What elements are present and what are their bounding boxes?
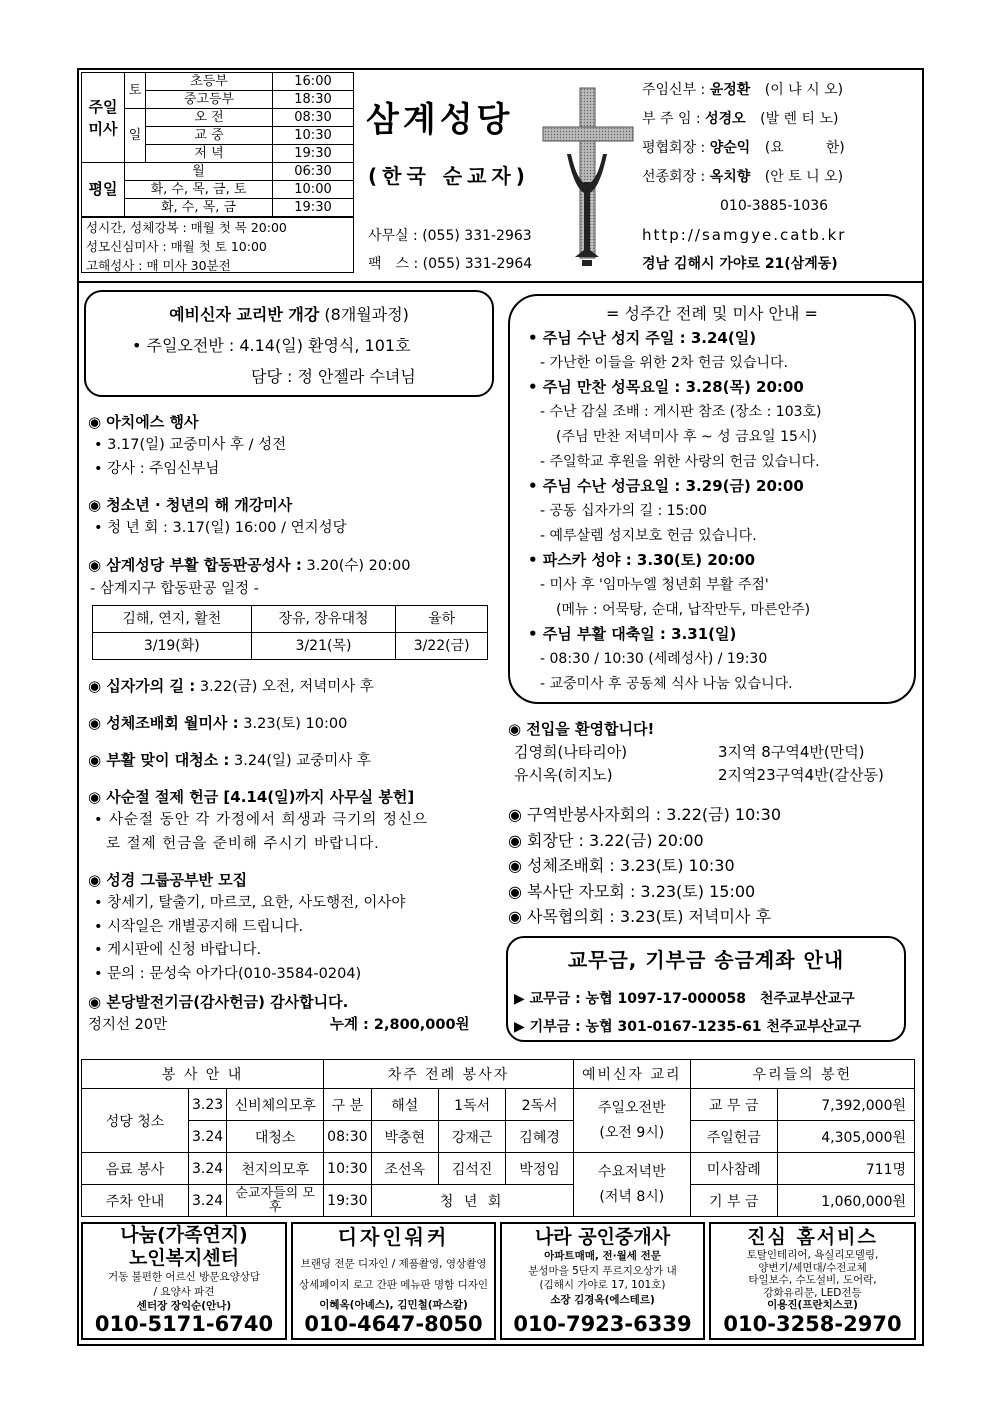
church-address: 경남 김해시 가야로 21(삼계동) <box>642 256 838 272</box>
holy-week-line: - 미사 후 '임마누엘 청년회 부활 주점' <box>540 577 769 594</box>
catechumen-line: • 주일오전반 : 4.14(일) 환영식, 101호 <box>132 336 411 355</box>
table-cell: 순교자들의 모후 <box>227 1185 324 1217</box>
ad-desc: 거동 불편한 어르신 방문요양상담 <box>107 1271 260 1283</box>
table-cell: 4,305,000원 <box>777 1121 914 1153</box>
ad-phone: 010-5171-6740 <box>94 1312 274 1336</box>
ad-desc: 소장 김경옥(에스테르) <box>550 1293 655 1306</box>
welcome-section <box>508 718 918 787</box>
ad-desc: 이혜옥(아녜스), 김민철(파스칼) <box>319 1299 468 1311</box>
holy-week-line: - 가난한 이들을 위한 2차 헌금 있습니다. <box>540 354 788 371</box>
ad-desc: 타일보수, 수도설비, 도어락, <box>748 1274 877 1286</box>
table-cell: 1,060,000원 <box>777 1185 914 1217</box>
stations-line: ◉ 십자가의 길 : 3.22(금) 오전, 저녁미사 후 <box>88 677 374 695</box>
table-cell: 1독서 <box>438 1089 505 1121</box>
note: 성시간, 성체강복 : 매월 첫 목 20:00 <box>86 220 287 235</box>
table-cell: 신비체의모후 <box>227 1089 324 1121</box>
list-item: ◉ 회장단 : 3.22(금) 20:00 <box>508 830 704 850</box>
holy-week-line: - 주일학교 후원을 위한 사랑의 헌금 있습니다. <box>540 453 820 470</box>
meetings-list <box>508 802 918 930</box>
confession-table <box>92 605 488 660</box>
table-header: 차주 전례 봉사자 <box>324 1060 574 1089</box>
table-cell: 김혜경 <box>506 1121 573 1153</box>
ad-desc: 강화유리문, LED전등 <box>763 1286 862 1299</box>
ad-desc: 센터장 장익순(안나) <box>136 1300 232 1312</box>
ad-desc: 토탈인테리어, 욕실리모델링, <box>746 1249 879 1261</box>
holy-week-line: • 주님 수난 성금요일 : 3.29(금) 20:00 <box>528 477 804 496</box>
table-header: 예비신자 교리 <box>573 1060 690 1089</box>
adoration-line: ◉ 성체조배회 월미사 : 3.23(토) 10:00 <box>88 714 348 732</box>
schedule-notes <box>81 217 354 273</box>
ad-box <box>81 1222 287 1340</box>
table-cell: 미사참례 <box>690 1153 777 1185</box>
ad-desc: 상세페이지 로고 간판 메뉴판 명함 디자인 <box>298 1278 489 1291</box>
holy-week-line: - 공동 십자가의 길 : 15:00 <box>540 502 708 519</box>
table-cell: 3.24 <box>189 1185 227 1217</box>
table-cell: 711명 <box>777 1153 914 1185</box>
table-cell: 조선옥 <box>371 1153 438 1185</box>
table-header: 봉 사 안 내 <box>82 1060 324 1089</box>
left-column <box>88 410 498 1038</box>
catechumen-teacher: 담당 : 정 안젤라 수녀님 <box>251 367 416 386</box>
list-item: 로 절제 헌금을 준비해 주시기 바랍니다. <box>106 835 380 852</box>
table-cell: 대청소 <box>227 1121 324 1153</box>
holy-week-line: - 수난 감실 조배 : 게시판 참조 (장소 : 103호) <box>540 404 822 421</box>
ad-title: 디자인워커 <box>337 1225 450 1249</box>
table-cell: 10:30 <box>324 1153 371 1185</box>
table-cell: 주일오전반 (오전 9시) <box>573 1089 690 1153</box>
table-cell: 08:30 <box>324 1121 371 1153</box>
section-heading: ◉ 전입을 환영합니다! <box>508 720 655 738</box>
sched-name: 화, 수, 목, 금, 토 <box>125 181 273 199</box>
table-cell: 주차 안내 <box>82 1185 189 1217</box>
sched-name: 저 녁 <box>146 145 273 163</box>
sun-label: 일 <box>125 109 146 163</box>
table-cell: 3/19(화) <box>93 633 252 660</box>
list-item: ◉ 구역반봉사자회의 : 3.22(금) 10:30 <box>508 805 782 824</box>
sched-name: 초등부 <box>146 73 273 91</box>
ad-desc: / 요양사 파견 <box>153 1285 215 1298</box>
table-cell: 3/21(목) <box>251 633 396 660</box>
holy-week-line: • 주님 수난 성지 주일 : 3.24(일) <box>528 329 757 347</box>
sched-time: 18:30 <box>273 91 354 109</box>
sched-name: 중고등부 <box>146 91 273 109</box>
table-cell: 주일헌금 <box>690 1121 777 1153</box>
sched-time: 16:00 <box>273 73 354 91</box>
confession-sub: - 삼계지구 합동판공 일정 - <box>90 580 259 597</box>
holy-week-line: - 예루살렘 성지보호 헌금 있습니다. <box>540 527 757 544</box>
holy-week-title: = 성주간 전례 및 미사 안내 = <box>606 304 818 323</box>
weekday-label: 평일 <box>82 163 125 217</box>
holy-week-line: (메뉴 : 어묵탕, 순대, 납작만두, 마른안주) <box>556 601 811 618</box>
table-cell: 김석진 <box>438 1153 505 1185</box>
ad-box <box>291 1222 496 1340</box>
table-cell: 교 무 금 <box>690 1089 777 1121</box>
table-cell: 박충현 <box>371 1121 438 1153</box>
catechumen-title: 예비신자 교리반 개강 (8개월과정) <box>169 305 409 324</box>
table-cell: 성당 청소 <box>82 1089 189 1153</box>
list-item: 유시옥(히지노) 2지역23구역4반(갈산동) <box>514 766 884 784</box>
ad-desc: 아파트매매, 전·월세 전문 <box>544 1250 661 1262</box>
header-divider <box>79 281 922 283</box>
section-heading: ◉ 청소년 · 청년의 해 개강미사 <box>88 496 293 514</box>
ad-phone: 010-3258-2970 <box>723 1312 902 1336</box>
list-item: • 청 년 회 : 3.17(일) 16:00 / 연지성당 <box>88 517 498 541</box>
holy-week-line: • 주님 만찬 성목요일 : 3.28(목) 20:00 <box>528 378 804 397</box>
ad-desc: 브랜딩 전문 디자인 / 제품촬영, 영상촬영 <box>300 1258 487 1270</box>
mass-schedule-table <box>81 72 354 217</box>
staff-row: 주임신부 : 윤정환 (이 냐 시 오) <box>642 82 844 98</box>
table-header: 우리들의 봉헌 <box>690 1060 914 1089</box>
account-row: ▶ 교무금 : 농협 1097-17-000058 천주교부산교구 <box>514 991 855 1007</box>
donation-row: 정지선 20만 누계 : 2,800,000원 <box>88 1017 470 1033</box>
sched-name: 교 중 <box>146 127 273 145</box>
table-cell: 3.24 <box>189 1153 227 1185</box>
table-cell: 3.24 <box>189 1121 227 1153</box>
account-box <box>506 936 906 1042</box>
cross-logo-icon <box>535 82 640 267</box>
list-item: • 강사 : 주임신부님 <box>88 458 498 482</box>
ad-title: 노인복지센터 <box>128 1247 240 1269</box>
list-item: 김영희(나타리아) 3지역 8구역4반(만덕) <box>514 743 865 761</box>
ad-title: 진심 홈서비스 <box>747 1226 878 1248</box>
holy-week-line: • 파스카 성야 : 3.30(토) 20:00 <box>528 551 756 570</box>
list-item: • 문의 : 문성숙 아가다(010-3584-0204) <box>88 963 498 987</box>
list-item: ◉ 성체조배회 : 3.23(토) 10:30 <box>508 856 735 875</box>
sunday-mass-label: 주일 미사 <box>82 73 125 163</box>
sched-time: 10:00 <box>273 181 354 199</box>
sched-time: 10:30 <box>273 127 354 145</box>
ad-desc: (김해시 가야로 17, 101호) <box>539 1279 666 1291</box>
list-item: • 시작일은 개별공지해 드립니다. <box>88 916 498 940</box>
list-item: • 창세기, 탈출기, 마르코, 요한, 사도행전, 이사야 <box>88 892 498 916</box>
fax-number: 팩 스 : (055) 331-2964 <box>368 256 533 272</box>
table-cell: 기 부 금 <box>690 1185 777 1217</box>
ad-phone: 010-7923-6339 <box>513 1312 692 1336</box>
table-cell: 장유, 장유대청 <box>251 606 396 633</box>
staff-row: 선종회장 : 옥치향 (안 토 니 오) <box>642 169 844 185</box>
staff-info <box>642 76 922 279</box>
sched-name: 월 <box>125 163 273 181</box>
table-cell: 김해, 연지, 활천 <box>93 606 252 633</box>
catechumen-box <box>84 290 494 397</box>
section-heading: ◉ 본당발전기금(감사헌금) 감사합니다. <box>88 993 349 1011</box>
website-url[interactable]: http://samgye.catb.kr <box>642 226 847 244</box>
sched-name: 화, 수, 목, 금 <box>125 199 273 217</box>
table-cell: 음료 봉사 <box>82 1153 189 1185</box>
ad-desc: 이용진(프란치스코) <box>767 1299 858 1311</box>
ad-desc: 양변기/세면대/수전교체 <box>758 1261 867 1274</box>
holy-week-line: - 08:30 / 10:30 (세례성사) / 19:30 <box>540 651 768 668</box>
church-title: 삼계성당 <box>366 100 514 140</box>
holy-week-line: - 교중미사 후 공동체 식사 나눔 있습니다. <box>540 675 793 692</box>
table-cell: 2독서 <box>506 1089 573 1121</box>
table-cell: 청 년 회 <box>371 1185 573 1217</box>
confession-heading: ◉ 삼계성당 부활 합동판공성사 : 3.20(수) 20:00 <box>88 555 411 574</box>
sched-time: 06:30 <box>273 163 354 181</box>
section-heading: ◉ 성경 그룹공부반 모집 <box>88 871 248 889</box>
ad-box <box>709 1222 916 1340</box>
table-cell: 해설 <box>371 1089 438 1121</box>
office-phone: 사무실 : (055) 331-2963 <box>368 228 532 244</box>
sat-label: 토 <box>125 73 146 109</box>
section-heading: ◉ 아치에스 행사 <box>88 413 199 431</box>
contact-phone: 010-3885-1036 <box>720 198 829 214</box>
holy-week-line: • 주님 부활 대축일 : 3.31(일) <box>528 625 737 644</box>
account-row: ▶ 기부금 : 농협 301-0167-1235-61 천주교부산교구 <box>514 1019 862 1035</box>
ad-desc: 분성마을 5단지 푸르지오상가 내 <box>528 1264 677 1277</box>
note: 성모신심미사 : 매월 첫 토 10:00 <box>86 239 267 254</box>
holy-week-content <box>510 296 914 697</box>
sched-time: 19:30 <box>273 145 354 163</box>
sched-name: 오 전 <box>146 109 273 127</box>
section-heading: ◉ 사순절 절제 헌금 [4.14(일)까지 사무실 봉헌] <box>88 788 415 806</box>
ad-phone: 010-4647-8050 <box>304 1312 483 1336</box>
list-item: ◉ 복사단 자모회 : 3.23(토) 15:00 <box>508 881 756 901</box>
ad-title: 나라 공인중개사 <box>534 1226 671 1248</box>
cleaning-line: ◉ 부활 맞이 대청소 : 3.24(일) 교중미사 후 <box>88 751 371 769</box>
table-cell: 천지의모후 <box>227 1153 324 1185</box>
ad-title: 나눔(가족연지) <box>120 1224 248 1246</box>
table-cell: 박정임 <box>506 1153 573 1185</box>
table-cell: 3.23 <box>189 1089 227 1121</box>
table-cell: 구 분 <box>324 1089 371 1121</box>
church-subtitle: (한국 순교자) <box>368 164 530 188</box>
list-item: • 3.17(일) 교중미사 후 / 성전 <box>88 434 498 458</box>
ad-box <box>500 1222 705 1340</box>
staff-row: 부 주 임 : 성경오 (발 렌 티 노) <box>642 111 839 127</box>
note: 고해성사 : 매 미사 30분전 <box>86 258 231 273</box>
table-cell: 수요저녁반 (저녁 8시) <box>573 1153 690 1217</box>
table-cell: 3/22(금) <box>396 633 488 660</box>
table-cell: 19:30 <box>324 1185 371 1217</box>
list-item: ◉ 사목협의회 : 3.23(토) 저녁미사 후 <box>508 907 771 926</box>
holy-week-line: (주님 만찬 저녁미사 후 ~ 성 금요일 15시) <box>556 428 817 445</box>
table-cell: 강재근 <box>438 1121 505 1153</box>
list-item: • 게시판에 신청 바랍니다. <box>88 939 498 963</box>
holy-week-box <box>508 294 916 704</box>
account-rows <box>514 985 904 1041</box>
table-cell: 7,392,000원 <box>777 1089 914 1121</box>
sched-time: 08:30 <box>273 109 354 127</box>
table-cell: 율하 <box>396 606 488 633</box>
sched-time: 19:30 <box>273 199 354 217</box>
list-item: • 사순절 동안 각 가정에서 희생과 극기의 정신으 <box>88 809 498 833</box>
staff-row: 평협회장 : 양순익 (요 한) <box>642 140 845 156</box>
account-title: 교무금, 기부금 송금계좌 안내 <box>567 948 845 972</box>
service-table <box>81 1059 915 1217</box>
